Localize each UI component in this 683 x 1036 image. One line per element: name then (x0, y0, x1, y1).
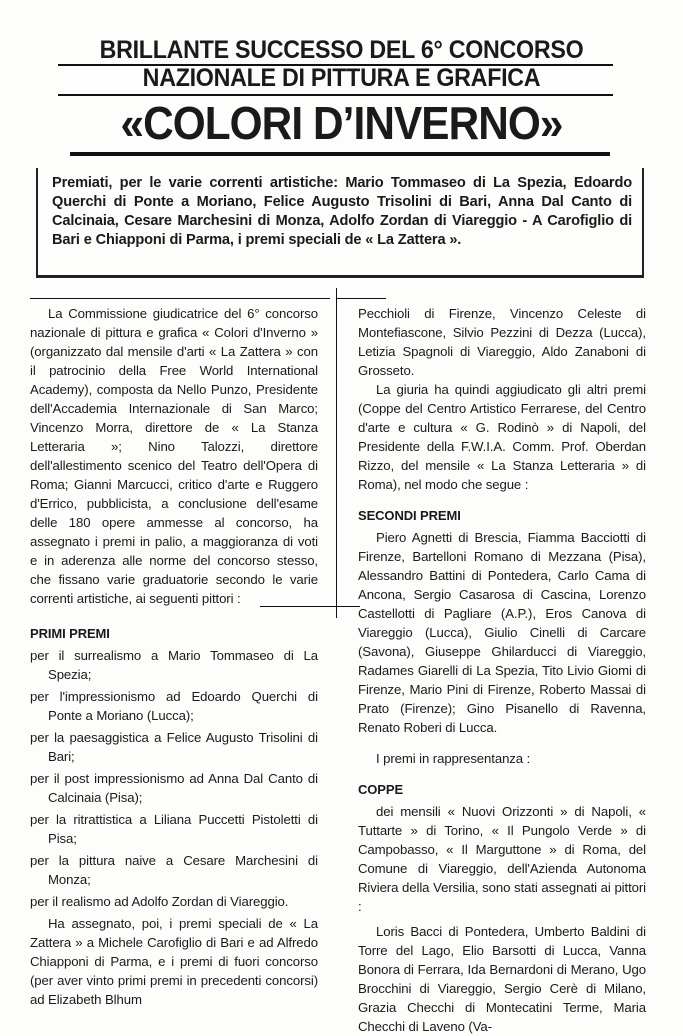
list-item: per il surrealismo a Mario Tommaseo di La Spezia; (30, 648, 318, 682)
left-column (30, 304, 318, 1009)
headline-line-2: NAZIONALE DI PITTURA E GRAFICA (142, 64, 541, 92)
intro-paragraph: La Commissione giudicatrice del 6° concorso nazionale di pittura e grafica « Colori d'Inverno » (organizzato dal mensile d'arti « La Zattera » con il patrocinio della Free World International Academy), composta da Nello Punzo, Presidente dell'Accademia Internazionale di San Marco; Vincenzo Morra, direttore de « La Stanza Letteraria »; Nino Talozzi, direttore dell'allestimento scenico del Teatro dell'Opera di Roma; Gianni Marcucci, critico d'arte e Ruggero d'Errico, pubblicista, a conclusione dell'esame delle 180 opere ammesse al concorso, ha assegnato i premi in palio, a maggioranza di voti e in aderenza alle norme del concorso stesso, che fissano varie graduatorie secondo le varie correnti artistiche, ai seguenti pittori : (30, 306, 318, 606)
headline-title: «COLORI D’INVERNO» (120, 97, 563, 149)
list-item: per il realismo ad Adolfo Zordan di Viareggio. (30, 894, 289, 909)
right-column (358, 304, 646, 1036)
column-top-rule-right (336, 298, 386, 299)
column-top-rule-left (30, 298, 330, 299)
list-item: per la ritrattistica a Liliana Puccetti Pistoletti di Pisa; (30, 812, 318, 846)
coppe-paragraph: dei mensili « Nuovi Orizzonti » di Napoli, « Tuttarte » di Torino, « Il Pungolo Verde » di Campobasso, « Il Marguttone » di Roma, del Comune di Viareggio, dell'Azienda Autonoma Riviera della Versilia, sono stati assegnati ai pittori : (358, 804, 646, 914)
list-item: per la pittura naive a Cesare Marchesini di Monza; (30, 853, 318, 887)
continuation-paragraph: Pecchioli di Firenze, Vincenzo Celeste di Montefiascone, Silvio Pezzini di Dezza (Lucca), Letizia Spagnoli di Viareggio, Aldo Zanaboni di Grosseto. (358, 306, 646, 378)
headline-rule-3 (70, 152, 610, 156)
summary-text: Premiati, per le varie correnti artistiche: Mario Tommaseo di La Spezia, Edoardo Querchi di Ponte a Moriano, Felice Augusto Trisolini di Bari, Anna Dal Canto di Calcinaia, Cesare Marchesini di Monza, Adolfo Zordan di Viareggio - A Carofiglio di Bari e Chiapponi di Parma, i premi speciali de « La Zattera ». (52, 175, 632, 248)
premi-speciali-paragraph: Ha assegnato, poi, i premi speciali de « La Zattera » a Michele Carofiglio di Bari e ad Alfredo Chiapponi di Parma, e i premi di fuori concorso (per aver vinto primi premi in precedenti concorsi) ad Elizabeth Blhum (30, 916, 318, 1007)
column-separator (336, 288, 337, 618)
list-item: per il post impressionismo ad Anna Dal Canto di Calcinaia (Pisa); (30, 771, 318, 805)
rappresentanza-line: I premi in rappresentanza : (376, 751, 531, 766)
section-heading-coppe: COPPE (358, 782, 404, 797)
primi-premi-list (30, 646, 318, 911)
secondi-premi-paragraph: Piero Agnetti di Brescia, Fiamma Bacciotti di Firenze, Bartelloni Romano di Mezzana (Pisa), Alessandro Battini di Pontedera, Carlo Cama di Ancona, Sergio Casarosa di Cascina, Lorenzo Castellotti di Pagliare (A.P.), Eros Canova di Viareggio (Lucca), Giulio Cinelli di Carcare (Savona), Giuseppe Ghilarducci di Viareggio, Radames Giarelli di La Spezia, Tito Livio Giomi di Firenze, Mario Pini di Firenze, Roberto Massai di Prato (Firenze); Gino Pisanello di Ravenna, Renato Roberi di Lucca. (358, 530, 646, 735)
pittori-paragraph: Loris Bacci di Pontedera, Umberto Baldini di Torre del Lago, Elio Barsotti di Lucca, Vanna Bonora di Ferrara, Ida Bernardoni di Merano, Ugo Brocchini di Viareggio, Sergio Cerè di Milano, Grazia Checchi di Montecatini Terme, Maria Checchi di Laveno (Va- (358, 924, 646, 1034)
list-item: per la paesaggistica a Felice Augusto Trisolini di Bari; (30, 730, 318, 764)
headline-rule-2 (58, 94, 613, 96)
section-heading-secondi-premi: SECONDI PREMI (358, 508, 461, 523)
list-item: per l'impressionismo ad Edoardo Querchi di Ponte a Moriano (Lucca); (30, 689, 318, 723)
summary-box (36, 168, 644, 278)
giuria-paragraph: La giuria ha quindi aggiudicato gli altri premi (Coppe del Centro Artistico Ferrarese, del Centro d'arte e cultura « G. Rodinò » di Napoli, del Presidente della F.W.I.A. Comm. Prof. Oberdan Rizzo, del mensile « La Stanza Letteraria » di Roma), nel modo che segue : (358, 382, 646, 492)
headline-line-1: BRILLANTE SUCCESSO DEL 6° CONCORSO (99, 36, 584, 64)
section-heading-primi-premi: PRIMI PREMI (30, 626, 110, 641)
